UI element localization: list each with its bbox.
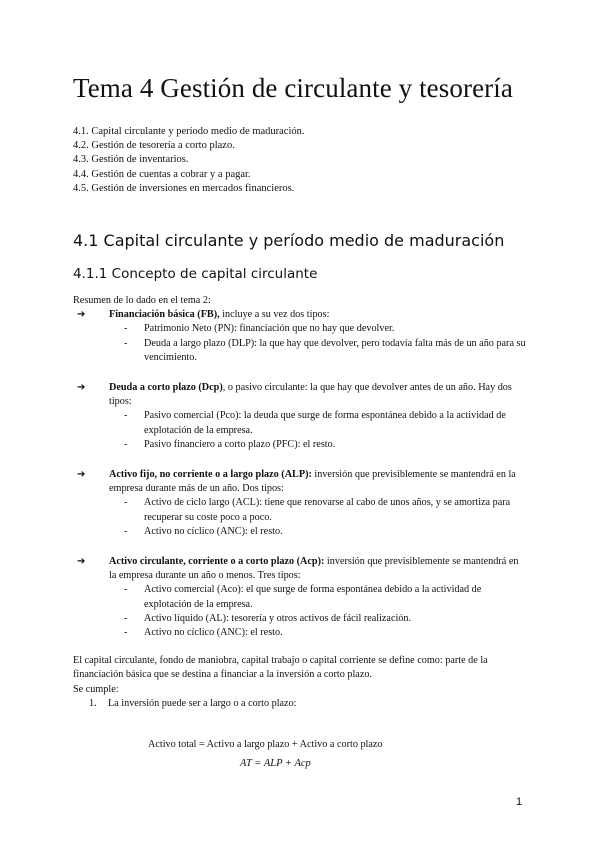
arrow-icon: ➔ [77, 382, 86, 394]
section-heading: 4.1 Capital circulante y período medio de maduración [73, 231, 505, 250]
term: Financiación básica (FB), [109, 309, 220, 321]
sub-list [73, 409, 528, 452]
bullet-block-fb: ➔ Financiación básica (FB), incluye a su vez dos tipos: [73, 308, 528, 322]
formula-math: AT = ALP + Acp [240, 758, 311, 769]
toc-item: 4.4. Gestión de cuentas a cobrar y a pagar. [73, 168, 251, 180]
sub-list [73, 583, 528, 640]
page-number: 1 [516, 796, 523, 808]
term: Deuda a corto plazo (Dcp) [109, 382, 223, 394]
formula-text: Activo total = Activo a largo plazo + Activo a corto plazo [148, 739, 383, 750]
term: Activo circulante, corriente o a corto plazo (Acp): [109, 556, 325, 568]
subsection-heading: 4.1.1 Concepto de capital circulante [73, 266, 318, 282]
bullet-block-acp: ➔ Activo circulante, corriente o a corto plazo (Acp): inversión que previsiblemente se mantendrá en la empresa durante un año o menos. Tres tipos: [77, 556, 519, 582]
page-title: Tema 4 Gestión de circulante y tesorería [73, 73, 513, 103]
arrow-icon: ➔ [77, 556, 86, 568]
list-item: - Activo no cíclico (ANC): el resto. [124, 627, 283, 639]
bullet-block-dcp: ➔ Deuda a corto plazo (Dcp), o pasivo circulante: la que hay que devolver antes de un año. Hay dos tipos: [77, 382, 512, 408]
term: Activo fijo, no corriente o a largo plazo (ALP): [109, 469, 312, 481]
toc-item: 4.5. Gestión de inversiones en mercados financieros. [73, 182, 295, 194]
list-item: - Pasivo financiero a corto plazo (PFC): el resto. [124, 438, 336, 450]
list-item: - Deuda a largo plazo (DLP): la que hay que devolver, pero todavía falta más de un año para su vencimiento. [124, 337, 526, 363]
list-item: - Activo comercial (Aco): el que surge de forma espontánea debido a la actividad de explotación de la empresa. [124, 584, 482, 610]
bullet-block-alp: ➔ Activo fijo, no corriente o a largo plazo (ALP): inversión que previsiblemente se mantendrá en la empresa durante más de un año. Dos tipos: [77, 469, 516, 495]
sub-list [73, 496, 528, 539]
arrow-icon: ➔ [77, 309, 86, 321]
list-item: - Activo no cíclico (ANC): el resto. [124, 525, 283, 537]
toc-item: 4.2. Gestión de tesorería a corto plazo. [73, 140, 235, 152]
numbered-item: 1. La inversión puede ser a largo o a corto plazo: [89, 697, 297, 709]
toc-item: 4.1. Capital circulante y período medio de maduración. [73, 126, 305, 137]
list-item: - Patrimonio Neto (PN): financiación que no hay que devolver. [124, 323, 395, 335]
table-of-contents [73, 125, 305, 196]
toc-item: 4.3. Gestión de inventarios. [73, 154, 189, 166]
arrow-icon: ➔ [77, 469, 86, 481]
list-item: - Activo de ciclo largo (ACL): tiene que renovarse al cabo de unos años, y se amortiza para recuperar su coste poco a poco. [124, 497, 511, 523]
body-text [73, 294, 528, 711]
intro-text: Resumen de lo dado en el tema 2: [73, 295, 211, 306]
sub-list [73, 322, 528, 365]
se-cumple-text: Se cumple: [73, 683, 119, 695]
list-item: - Activo líquido (AL): tesorería y otros activos de fácil realización. [124, 612, 412, 624]
definition-paragraph: El capital circulante, fondo de maniobra, capital trabajo o capital corriente se define como: parte de la financiación básica que se destina a financiar a la inversión a corto plazo. [73, 655, 488, 681]
list-item: - Pasivo comercial (Pco): la deuda que surge de forma espontánea debido a la actividad de explotación de la empresa. [124, 410, 506, 436]
